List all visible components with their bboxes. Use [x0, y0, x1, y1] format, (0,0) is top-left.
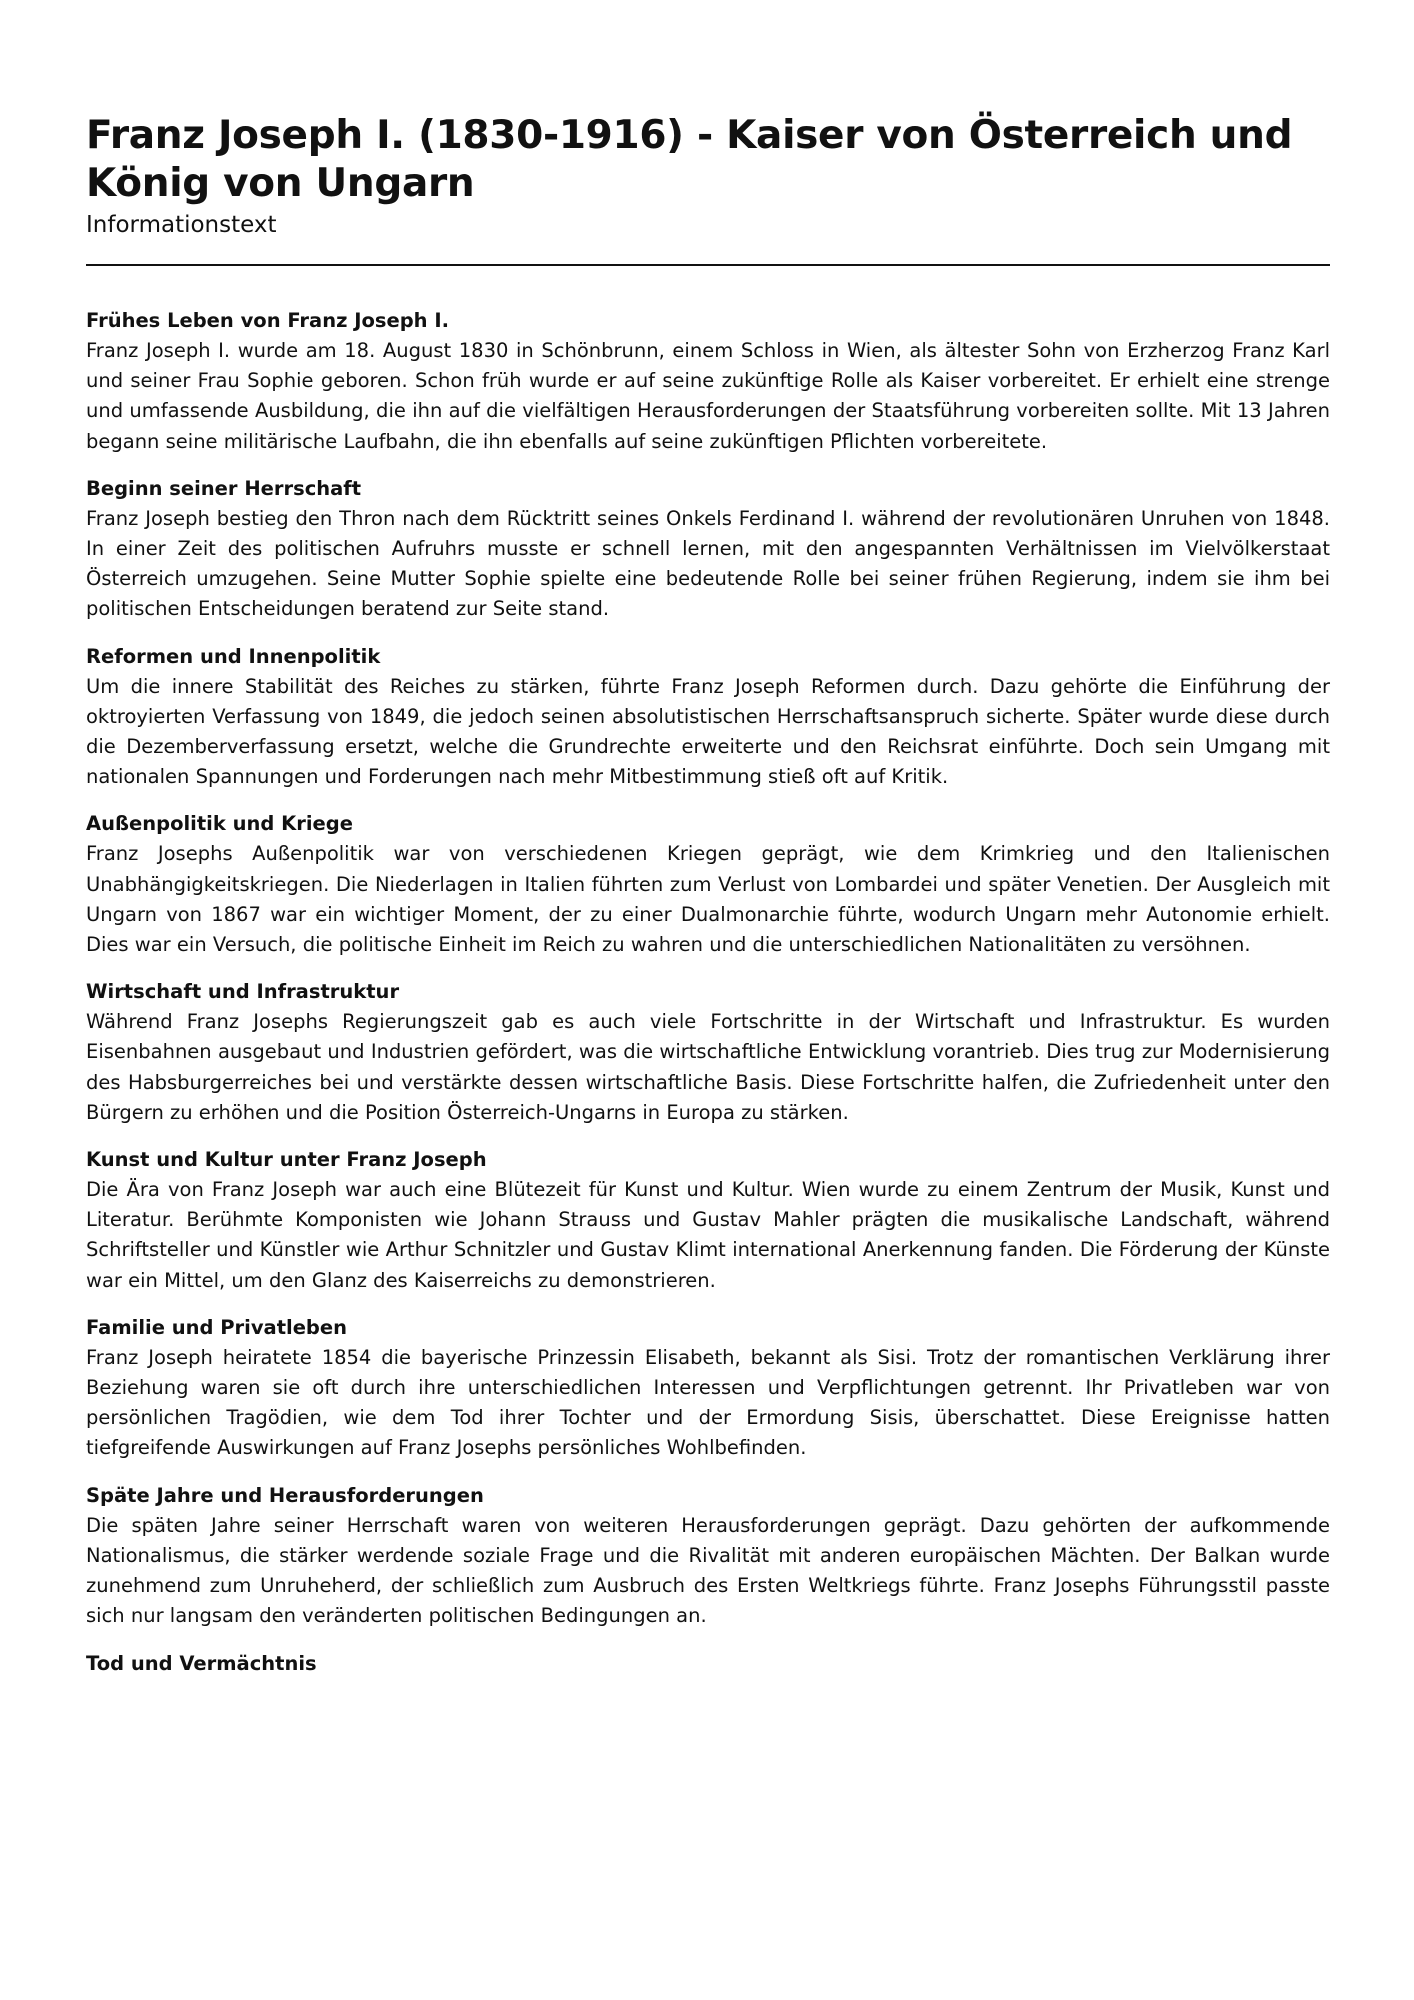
section-heading: Kunst und Kultur unter Franz Joseph — [86, 1148, 487, 1172]
section-text: Franz Joseph bestieg den Thron nach dem Rücktritt seines Onkels Ferdinand I. während der revolutionären Unruhen von 1848. In einer Zeit des politischen Aufruhrs musste er schnell lernen, mit den angespannten Verhältnissen im Vielvölkerstaat Österreich umzugehen. Seine Mutter Sophie spielte eine bedeutende Rolle bei seiner frühen Regierung, indem sie ihm bei politischen Entscheidungen beratend zur Seite stand. — [86, 506, 1330, 621]
sections-container — [86, 306, 1330, 1679]
section-reformen — [86, 642, 1330, 793]
section-heading: Späte Jahre und Herausforderungen — [86, 1483, 484, 1507]
section-text: Während Franz Josephs Regierungszeit gab es auch viele Fortschritte in der Wirtschaft und Infrastruktur. Es wurden Eisenbahnen ausgebaut und Industrien gefördert, was die wirtschaftliche Entwicklung vorantrieb. Dies trug zur Modernisierung des Habsburgerreiches bei und verstärkte dessen wirtschaftliche Basis. Diese Fortschritte halfen, die Zufriedenheit unter den Bürgern zu erhöhen und die Position Österreich-Ungarns in Europa zu stärken. — [86, 1010, 1330, 1124]
section-fruehes-leben — [86, 306, 1330, 457]
section-heading: Reformen und Innenpolitik — [86, 644, 381, 668]
section-text: Franz Josephs Außenpolitik war von verschiedenen Kriegen geprägt, wie dem Krimkrieg und den Italienischen Unabhängigkeitskriegen. Die Niederlagen in Italien führten zum Verlust von Lombardei und später Venetien. Der Ausgleich mit Ungarn von 1867 war ein wichtiger Moment, der zu einer Dualmonarchie führte, wodurch Ungarn mehr Autonomie erhielt. Dies war ein Versuch, die politische Einheit im Reich zu wahren und die unterschiedlichen Nationalitäten zu versöhnen. — [86, 842, 1330, 957]
section-heading: Außenpolitik und Kriege — [86, 812, 353, 836]
page-title: Franz Joseph I. (1830-1916) - Kaiser von Österreich und König von Ungarn — [86, 113, 1293, 206]
document-page — [86, 112, 1330, 1696]
section-text: Franz Joseph I. wurde am 18. August 1830 in Schönbrunn, einem Schloss in Wien, als ältester Sohn von Erzherzog Franz Karl und seiner Frau Sophie geboren. Schon früh wurde er auf seine zukünftige Rolle als Kaiser vorbereitet. Er erhielt eine strenge und umfassende Ausbildung, die ihn auf die vielfältigen Herausforderungen der Staatsführung vorbereiten sollte. Mit 13 Jahren begann seine militärische Laufbahn, die ihn ebenfalls auf seine zukünftigen Pflichten vorbereitete. — [86, 339, 1330, 453]
section-tod-vermaechtnis — [86, 1649, 1330, 1679]
section-heading: Frühes Leben von Franz Joseph I. — [86, 309, 450, 332]
section-text: Die Ära von Franz Joseph war auch eine Blütezeit für Kunst und Kultur. Wien wurde zu einem Zentrum der Musik, Kunst und Literatur. Berühmte Komponisten wie Johann Strauss und Gustav Mahler prägten die musikalische Landschaft, während Schriftsteller und Künstler wie Arthur Schnitzler und Gustav Klimt international Anerkennung fanden. Die Förderung der Künste war ein Mittel, um den Glanz des Kaiserreichs zu demonstrieren. — [86, 1178, 1330, 1292]
section-text: Franz Joseph heiratete 1854 die bayerische Prinzessin Elisabeth, bekannt als Sisi. Trotz der romantischen Verklärung ihrer Beziehung waren sie oft durch ihre unterschiedlichen Interessen und Verpflichtungen getrennt. Ihr Privatleben war von persönlichen Tragödien, wie dem Tod ihrer Tochter und der Ermordung Sisis, überschattet. Diese Ereignisse hatten tiefgreifende Auswirkungen auf Franz Josephs persönliches Wohlbefinden. — [86, 1345, 1330, 1460]
section-familie — [86, 1313, 1330, 1464]
page-subtitle: Informationstext — [86, 212, 277, 238]
section-text: Um die innere Stabilität des Reiches zu stärken, führte Franz Joseph Reformen durch. Dazu gehörte die Einführung der oktroyierten Verfassung von 1849, die jedoch seinen absolutistischen Herrschaftsanspruch sicherte. Später wurde diese durch die Dezemberverfassung ersetzt, welche die Grundrechte erweiterte und den Reichsrat einführte. Doch sein Umgang mit nationalen Spannungen und Forderungen nach mehr Mitbestimmung stieß oft auf Kritik. — [86, 674, 1330, 789]
section-wirtschaft — [86, 977, 1330, 1128]
section-kunst-kultur — [86, 1145, 1330, 1296]
section-beginn-herrschaft — [86, 474, 1330, 625]
section-heading: Familie und Privatleben — [86, 1315, 347, 1339]
header-divider — [86, 264, 1330, 266]
section-heading: Wirtschaft und Infrastruktur — [86, 980, 400, 1004]
section-heading: Tod und Vermächtnis — [86, 1651, 317, 1675]
section-spaete-jahre — [86, 1481, 1330, 1632]
section-text: Die späten Jahre seiner Herrschaft waren von weiteren Herausforderungen geprägt. Dazu gehörten der aufkommende Nationalismus, die stärker werdende soziale Frage und die Rivalität mit anderen europäischen Mächten. Der Balkan wurde zunehmend zum Unruheherd, der schließlich zum Ausbruch des Ersten Weltkriegs führte. Franz Josephs Führungsstil passte sich nur langsam den veränderten politischen Bedingungen an. — [86, 1513, 1330, 1628]
section-heading: Beginn seiner Herrschaft — [86, 476, 362, 500]
section-aussenpolitik — [86, 809, 1330, 960]
